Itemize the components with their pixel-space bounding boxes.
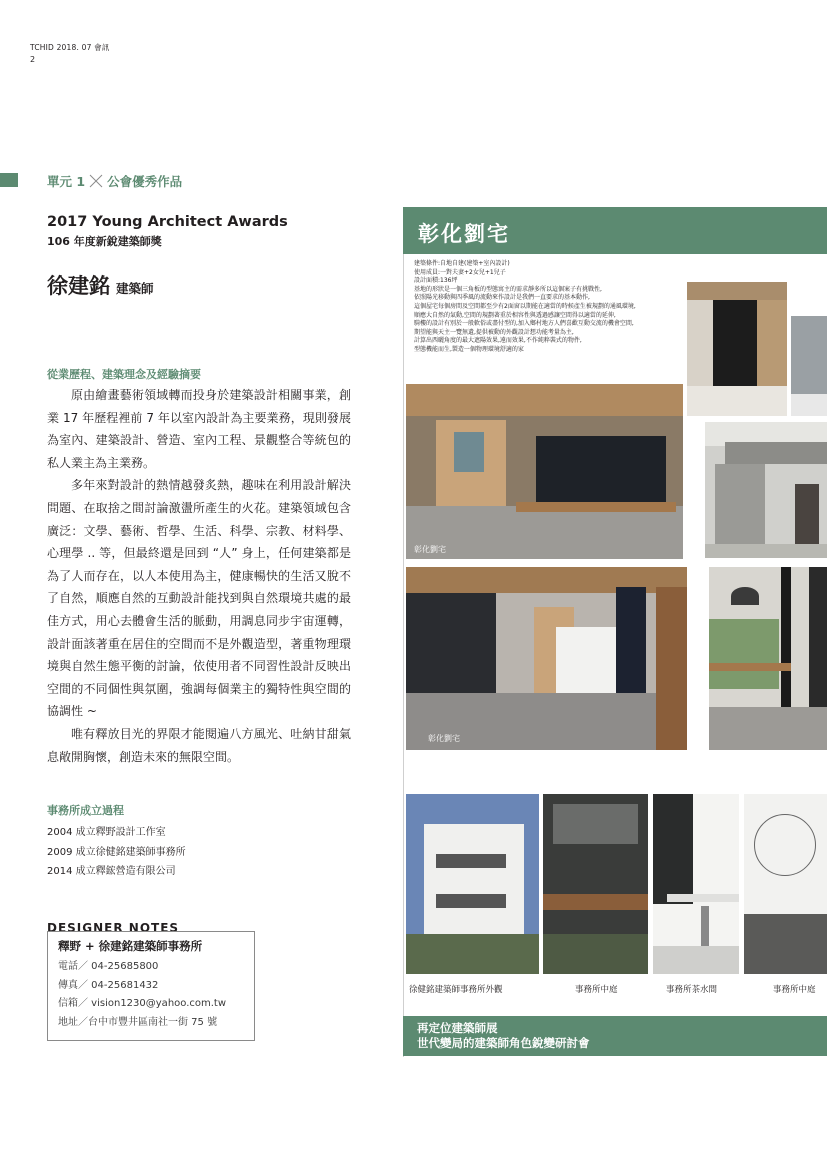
unit-label [47,172,182,190]
designer-notes-box [47,931,255,1041]
photo-corridor [406,567,687,750]
info-line: 設計面積:136坪 [414,277,458,285]
photo-watermark: 彰化劉宅 [414,545,446,554]
paragraph: 多年來對設計的熱情越發炙熱，趣味在利用設計解決問題、在取捨之間討論激盪所產生的火花。建築領域包含廣泛：文學、藝術、哲學、生活、科學、宗教、材料學、心理學 .. 等，但最終還是回到 “人” 身上，任何建築都是為了人而存在，以人本使用為主，健康暢快的生活又脫不了自然，順應自然的互動設計能找到與自然環境共處的最佳方式，用心去體會生活的脈動，用調息同步宇宙運轉，設計面該著重在居住的空間而不是外觀造型，著重物理環境與自然生態平衡的討論，依使用者不同習性設計反映出空間的不同個性與氛圍，強調每個業主的獨特性與空間的協調性 ~ [47,478,351,719]
info-line: 依照陽光移動與四季風的流動來作設計是我們一直要求的基本動作, [414,294,590,302]
panel-divider [403,207,404,1057]
photo-living-room [406,384,683,559]
issue-header: TCHID 2018. 07 會訊 [30,43,110,52]
paragraph: 原由繪畫藝術領域轉而投身於建築設計相關事業，創業 17 年歷程裡前 7 年以室內設計為主要業務，現則發展為室內、建築設計、營造、室內工程、景觀整合等統包的私人業主為主業務。 [47,388,351,470]
info-line: 期望能與天主一覽無遺,提供被動的外觀設計想功能考量為主, [414,328,574,336]
unit-marker [0,173,18,187]
page-number: 2 [30,55,36,64]
project-title: 彰化劉宅 [418,222,510,246]
phone: 電話／ 04-25685800 [58,961,159,972]
philosophy-body [47,384,351,768]
info-line: 建築條件:自地自建(建築+室內設計) [414,260,510,267]
footer-line: 世代變局的建築師角色銳變研討會 [417,1036,590,1050]
info-line: 使用成員:一對夫妻+2女兒+1兒子 [414,268,506,276]
photo-office-courtyard [543,794,648,974]
fax: 傳真／ 04-25681432 [58,979,159,991]
unit-label-pre: 單元 1 [47,174,86,189]
info-line: 計算出西曬角度的最大遮陽效果,遠而效果,不作純粹裝式的物件, [414,337,582,345]
photo-caption: 事務所茶水間 [666,985,718,995]
award-title-en: 2017 Young Architect Awards [47,214,288,230]
info-line: 騎樓的設計有別於一般軟俗或盡付型的,加入鄉村地方人們喜歡互動交流的機會空間, [414,320,634,328]
award-title-zh: 106 年度新銳建築師獎 [47,235,162,248]
cross-icon [89,174,103,188]
info-line: 順應大自然的氣動,空間的規劃著重於相容性與透過感讓空間得以適當的延伸, [414,311,616,319]
history-list [47,823,186,882]
firm-name: 釋野 + 徐建銘建築師事務所 [58,939,203,953]
photo-exterior-render [705,422,827,558]
info-line: 這個屋宅每個房間及空間都至少有2面窗以期能在適當的時候產生被規劃的通風環境, [414,302,636,310]
photo-caption: 事務所中庭 [575,985,618,995]
footer-text [417,1021,590,1051]
history-item: 2014 成立釋鋐營造有限公司 [47,866,176,877]
photo-stair-void [687,282,787,416]
designer-notes-heading: DESIGNER NOTES [47,921,180,935]
architect-name: 徐建銘 [47,274,110,298]
history-item: 2004 成立釋野設計工作室 [47,827,166,838]
footer-line: 再定位建築師展 [417,1021,498,1035]
unit-label-post: 公會優秀作品 [107,174,183,189]
history-item: 2009 成立徐健銘建築師事務所 [47,846,186,858]
photo-caption: 徐健銘建築師事務所外觀 [409,985,503,995]
photo-dining [709,567,827,750]
architect-title: 建築師 [116,281,154,296]
photo-office-exterior [406,794,539,974]
photo-caption: 事務所中庭 [773,985,816,995]
photo-office-courtyard-2 [744,794,827,974]
address: 地址／台中市豐井區南社一街 75 號 [58,1016,218,1028]
info-line: 型態機能而生,製造一個物理環境舒適的家 [414,345,524,353]
section-heading-philosophy: 從業歷程、建築理念及經驗摘要 [47,368,201,381]
architect-name-block [47,270,154,300]
email: 信箱／ vision1230@yahoo.com.tw [58,998,227,1009]
paragraph: 唯有釋放目光的界限才能閱遍八方風光、吐納甘甜氣息敞開胸懷，創造未來的無限空間。 [47,726,351,764]
photo-edge-sliver [791,316,827,416]
project-info [414,260,684,355]
section-heading-history: 事務所成立過程 [47,804,124,817]
photo-office-pantry [653,794,739,974]
photo-watermark: 彰化劉宅 [428,734,460,743]
info-line: 基地的形狀是一個三角板的型態寓主的需求靜多所以這個案子有挑戰性, [414,285,602,293]
